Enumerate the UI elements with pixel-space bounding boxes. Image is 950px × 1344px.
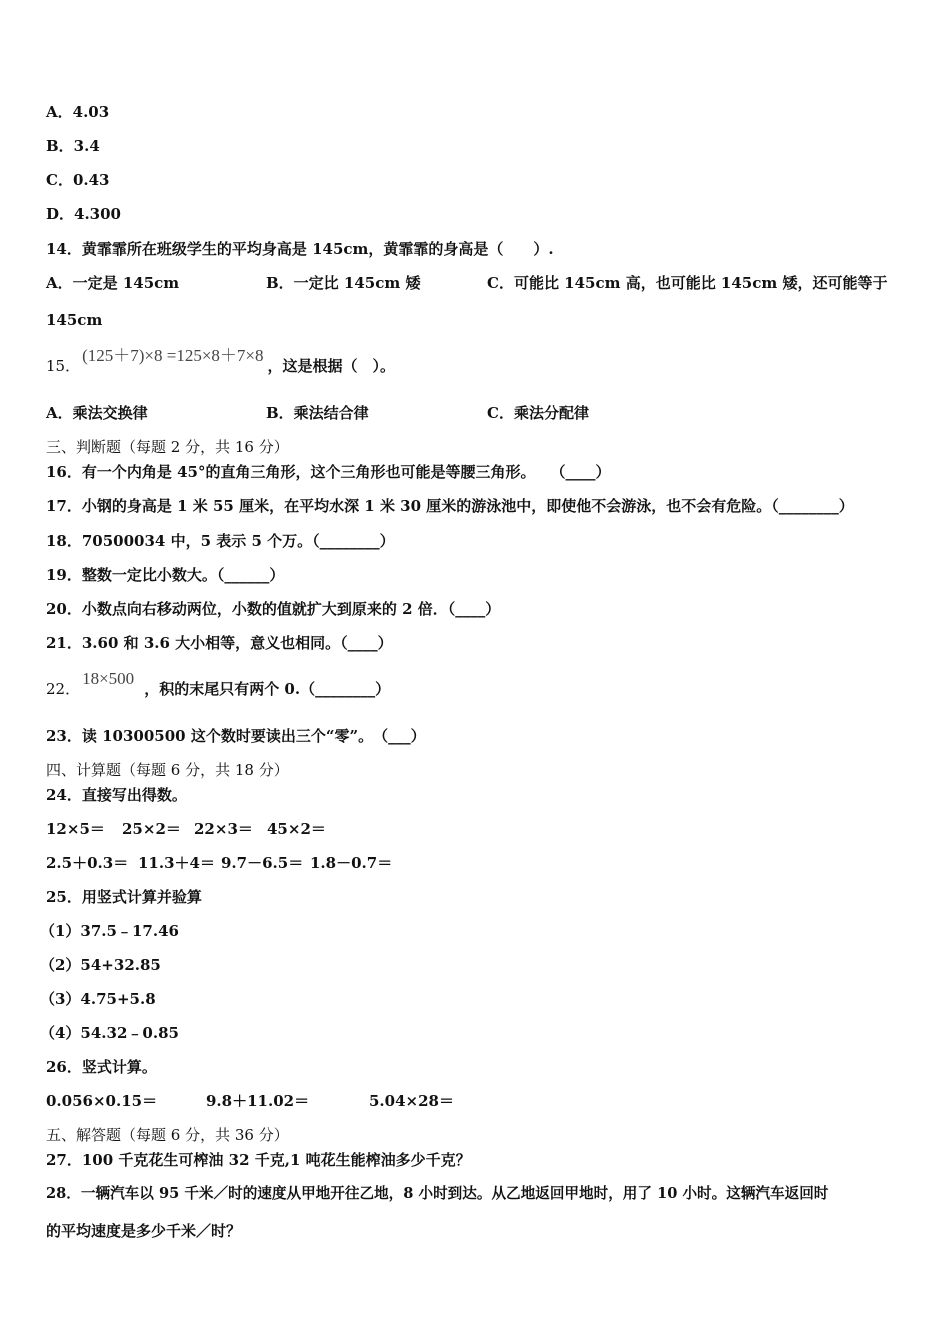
q15-formula: (125＋7)×8 =125×8＋7×8 <box>82 346 264 365</box>
q13-option-c[interactable]: C．0.43 <box>46 171 110 189</box>
q24-row-2 <box>46 854 446 872</box>
q14-option-c-cont: 145cm <box>46 311 103 329</box>
q24-item: 45×2＝ <box>267 820 326 838</box>
q25-stem: 25．用竖式计算并验算 <box>46 888 202 906</box>
q15-tail: ，这是根据（ ）。 <box>267 357 396 375</box>
q26-item: 0.056×0.15＝ <box>46 1092 158 1110</box>
q21: 21．3.60 和 3.6 大小相等，意义也相同。（____） <box>46 634 393 652</box>
q15-options <box>46 404 906 422</box>
q16: 16．有一个内角是 45°的直角三角形，这个三角形也可能是等腰三角形。 （____） <box>46 463 611 481</box>
q28-line-2: 的平均速度是多少千米／时？ <box>46 1222 242 1240</box>
q26-item: 9.8＋11.02＝ <box>206 1092 310 1110</box>
q26-stem: 26．竖式计算。 <box>46 1058 157 1076</box>
q15-option-c[interactable]: C．乘法分配律 <box>487 404 589 422</box>
q24-item: 22×3＝ <box>194 820 253 838</box>
q27: 27．100 千克花生可榨油 32 千克,1 吨花生能榨油多少千克？ <box>46 1151 471 1169</box>
section-5-title: 五、解答题（每题 6 分，共 36 分） <box>46 1126 289 1144</box>
q14-option-b[interactable]: B．一定比 145cm 矮 <box>266 274 421 292</box>
section-4-title: 四、计算题（每题 6 分，共 18 分） <box>46 761 289 779</box>
q14-options <box>46 274 906 292</box>
q22-number: 22． <box>46 680 81 698</box>
q13-option-b[interactable]: B．3.4 <box>46 137 100 155</box>
q23: 23．读 10300500 这个数时要读出三个“零”。 （___） <box>46 727 426 745</box>
q25-item-4: （4）54.32﹣0.85 <box>40 1024 179 1042</box>
q24-item: 25×2＝ <box>122 820 181 838</box>
q25-item-1: （1）37.5﹣17.46 <box>40 922 179 940</box>
q26-item: 5.04×28＝ <box>369 1092 454 1110</box>
q24-stem: 24．直接写出得数。 <box>46 786 187 804</box>
q24-item: 2.5＋0.3＝ <box>46 854 129 872</box>
q22-formula: 18×500 <box>82 669 135 688</box>
q15-option-a[interactable]: A．乘法交换律 <box>46 404 148 422</box>
q15-option-b[interactable]: B．乘法结合律 <box>266 404 369 422</box>
q24-item: 9.7－6.5＝ <box>221 854 304 872</box>
q14-option-c[interactable]: C．可能比 145cm 高，也可能比 145cm 矮，还可能等于 <box>487 274 888 292</box>
q15-number: 15． <box>46 357 81 375</box>
q25-item-3: （3）4.75+5.8 <box>40 990 156 1008</box>
q20: 20．小数点向右移动两位，小数的值就扩大到原来的 2 倍．（____） <box>46 600 501 618</box>
q14-stem: 14．黄霏霏所在班级学生的平均身高是 145cm，黄霏霏的身高是（ ）. <box>46 240 554 258</box>
q25-item-2: （2）54+32.85 <box>40 956 161 974</box>
q24-row-1 <box>46 820 446 838</box>
q13-option-a[interactable]: A．4.03 <box>46 103 110 121</box>
q17: 17．小钢的身高是 1 米 55 厘米，在平均水深 1 米 30 厘米的游泳池中，即使他不会游泳，也不会有危险。（________） <box>46 497 854 515</box>
q24-item: 12×5＝ <box>46 820 105 838</box>
q13-option-d[interactable]: D．4.300 <box>46 205 121 223</box>
q18: 18．70500034 中，5 表示 5 个万。（________） <box>46 532 395 550</box>
q26-row <box>46 1092 546 1110</box>
q28-line-1: 28．一辆汽车以 95 千米／时的速度从甲地开往乙地，8 小时到达。从乙地返回甲地时，用了 10 小时。这辆汽车返回时 <box>46 1185 829 1202</box>
q15-stem <box>46 346 396 375</box>
q24-item: 1.8－0.7＝ <box>310 854 393 872</box>
section-3-title: 三、判断题（每题 2 分，共 16 分） <box>46 438 289 456</box>
q22 <box>46 669 391 698</box>
q24-item: 11.3＋4＝ <box>138 854 215 872</box>
q22-tail: ，积的末尾只有两个 0.（________） <box>144 680 391 698</box>
q14-option-a[interactable]: A．一定是 145cm <box>46 274 180 292</box>
q19: 19．整数一定比小数大。（______） <box>46 566 285 584</box>
